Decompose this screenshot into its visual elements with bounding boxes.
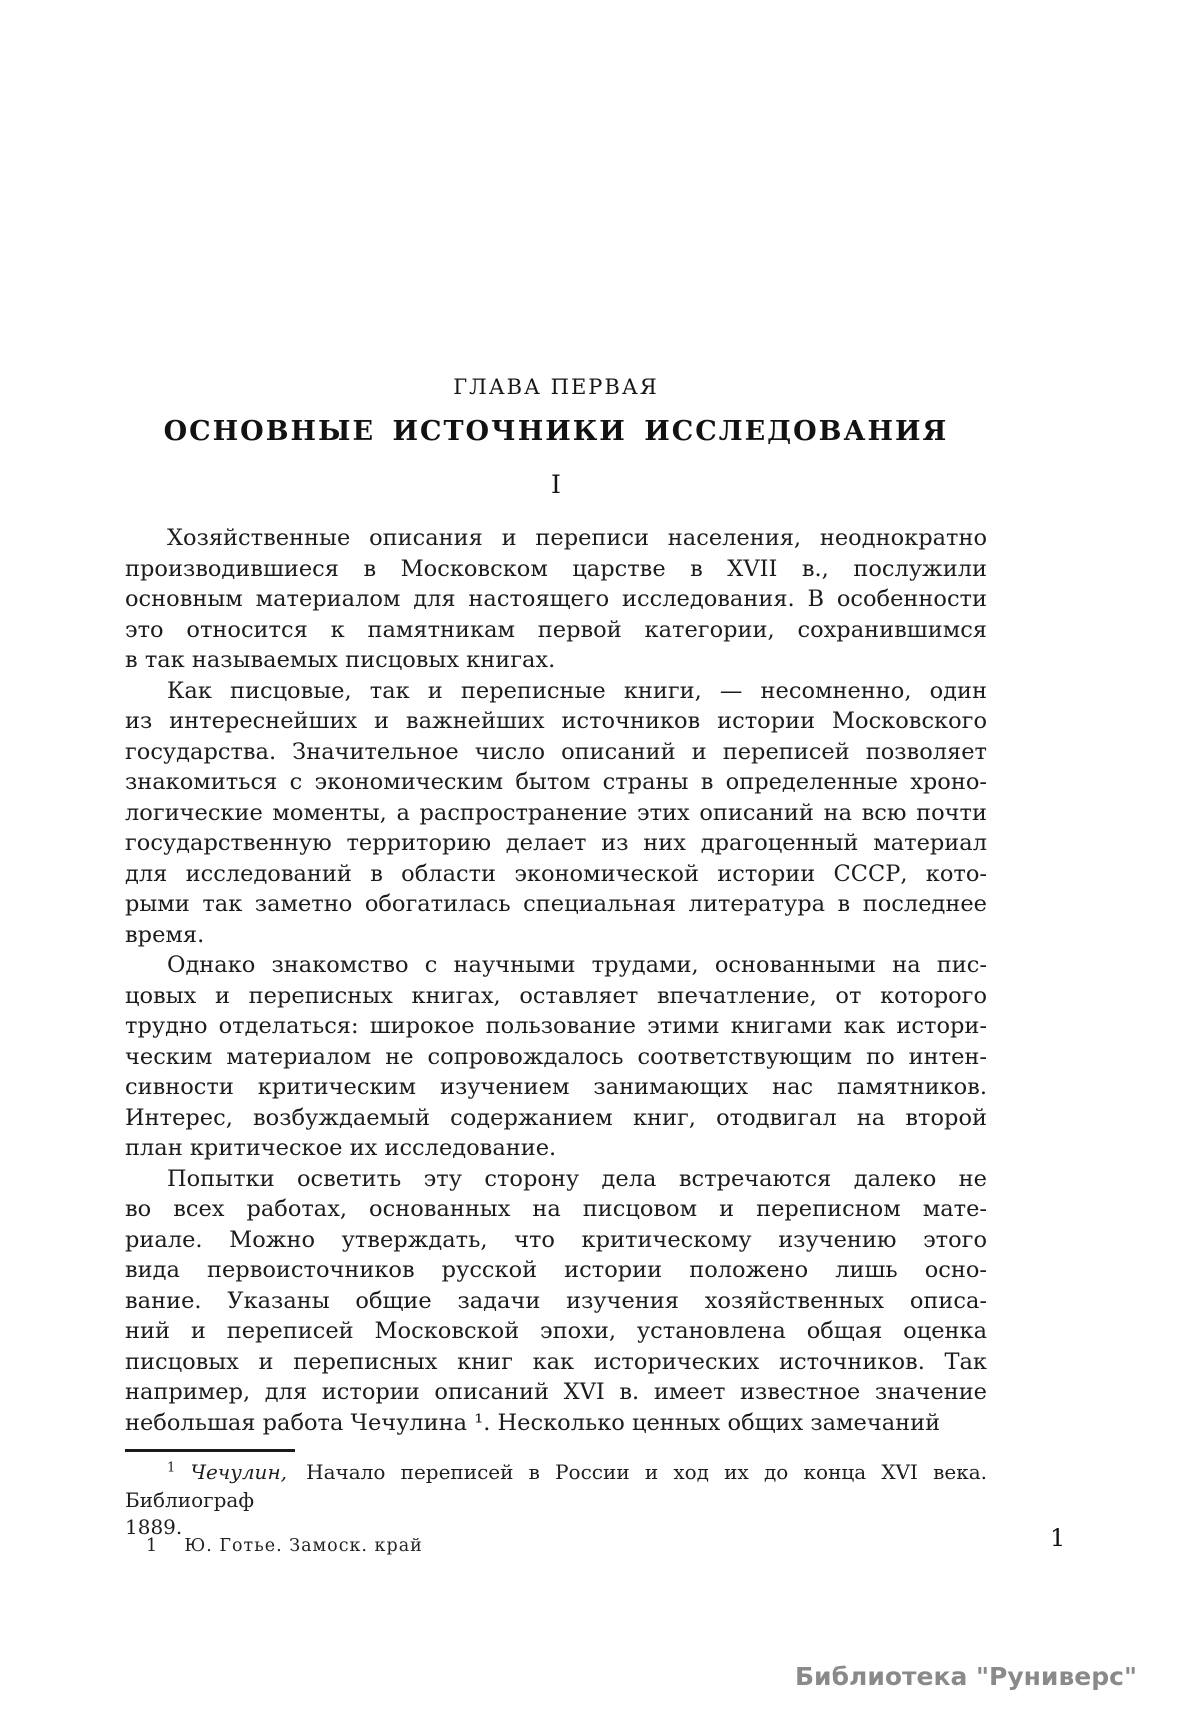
text-line: Интерес, возбуждаемый содержанием книг, отодвигал на второй <box>125 1104 987 1131</box>
text-line: ческим материалом не сопровождалось соответствующим по интен- <box>125 1043 987 1070</box>
text-line: например, для истории описаний XVI в. имеет известное значение <box>125 1379 987 1405</box>
text-line: это относится к памятникам первой категории, сохранившимся <box>125 616 987 643</box>
text-line: цовых и переписных книгах, оставляет впечатление, от которого <box>125 982 987 1009</box>
footnote-author: Чечулин, <box>190 1460 287 1484</box>
footnote-marker: 1 <box>167 1460 176 1476</box>
text-line: Попытки осветить эту сторону дела встречаются далеко не <box>167 1165 987 1192</box>
footnote-line <box>125 1459 987 1514</box>
section-numeral: I <box>551 470 561 499</box>
text-line: риале. Можно утверждать, что критическому изучению этого <box>125 1226 987 1253</box>
text-line: Однако знакомство с научными трудами, основанными на пис- <box>167 952 987 978</box>
text-line: время. <box>125 921 205 948</box>
text-line: небольшая работа Чечулина ¹. Несколько ценных общих замечаний <box>125 1409 941 1436</box>
text-line: план критическое их исследование. <box>125 1135 557 1161</box>
footnote-divider <box>125 1449 295 1452</box>
page-number: 1 <box>1050 1524 1066 1552</box>
library-watermark: Библиотека "Руниверс" <box>795 1662 1137 1691</box>
text-line: рыми так заметно обогатилась специальная литература в последнее <box>125 891 987 917</box>
footnote-continuation: 1889. <box>125 1515 183 1539</box>
paragraph <box>125 1164 987 1439</box>
text-line: ний и переписей Московской эпохи, установлена общая оценка <box>125 1318 987 1344</box>
text-line: вание. Указаны общие задачи изучения хозяйственных описа- <box>125 1287 987 1314</box>
paragraph <box>125 523 987 676</box>
footnote-text: Начало переписей в России и ход их до конца XVI века. Библиограф <box>125 1460 988 1512</box>
text-line: писцовых и переписных книг как исторических источников. Так <box>125 1348 987 1375</box>
text-line: Хозяйственные описания и переписи населения, неоднократно <box>167 525 987 551</box>
footnote <box>125 1459 987 1542</box>
text-line: для исследований в области экономической истории СССР, кото- <box>125 860 987 887</box>
text-line: в так называемых писцовых книгах. <box>125 647 556 673</box>
text-line: из интереснейших и важнейших источников истории Московского <box>125 708 987 734</box>
text-line: сивности критическим изучением занимающих нас памятников. <box>125 1074 987 1100</box>
text-line: трудно отделаться: широкое пользование этими книгами как истори- <box>125 1013 987 1039</box>
text-line: государственную территорию делает из них драгоценный материал <box>125 830 987 856</box>
text-line: основным материалом для настоящего исследования. В особенности <box>125 586 987 612</box>
chapter-heading: ГЛАВА ПЕРВАЯ <box>453 375 659 399</box>
text-line: вида первоисточников русской истории положено лишь осно- <box>125 1257 987 1283</box>
text-line: знакомиться с экономическим бытом страны в определенные хроно- <box>125 769 987 795</box>
text-line: производившиеся в Московском царстве в XVII в., послужили <box>125 555 987 582</box>
text-line: государства. Значительное число описаний и переписей позволяет <box>125 738 987 765</box>
body-text <box>125 523 987 1438</box>
chapter-title: ОСНОВНЫЕ ИСТОЧНИКИ ИССЛЕДОВАНИЯ <box>163 416 949 447</box>
text-line: Как писцовые, так и переписные книги, — несомненно, один <box>167 677 987 704</box>
text-line: во всех работах, основанных на писцовом и переписном мате- <box>125 1196 987 1222</box>
text-line: логические моменты, а распространение этих описаний на всю почти <box>125 799 987 826</box>
paragraph <box>125 676 987 951</box>
printer-signature: 1 Ю. Готье. Замоск. край <box>146 1536 423 1556</box>
paragraph <box>125 950 987 1164</box>
